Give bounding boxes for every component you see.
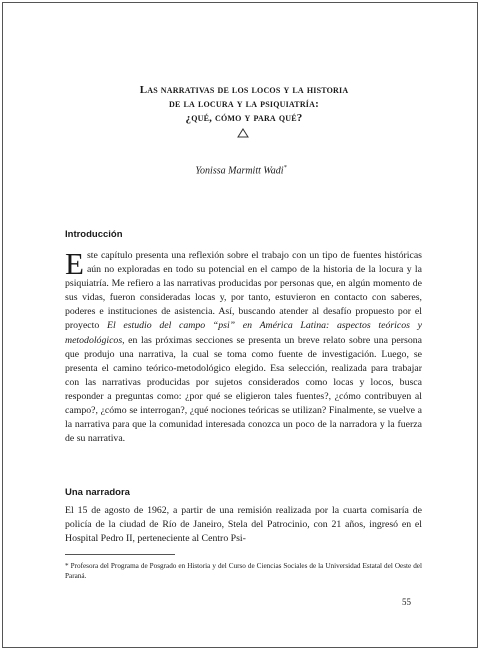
title-line-1: Las narrativas de los locos y la historia <box>139 84 349 96</box>
author-name-text: Yonissa Marmitt Wadi <box>195 165 284 177</box>
title-line-2: de la locura y la psiquiatría: <box>169 98 319 110</box>
title-line-3: ¿qué, cómo y para qué? <box>185 112 303 124</box>
narradora-paragraph: El 15 de agosto de 1962, a partir de una remisión realizada por la cuarta comisaría de policía de la ciudad de Río de Janeiro, Stela del Patrocinio, con 21 años, ingresó en el Hospital Pedro II, perteneciente al Centro Psi- <box>65 505 422 545</box>
footnote: * Profesora del Programa de Posgrado en Historia y del Curso de Ciencias Sociales de la Universidad Estatal del Oeste del Paraná. <box>65 562 422 580</box>
intro-paragraph <box>65 246 422 446</box>
section-heading-una-narradora: Una narradora <box>65 487 130 498</box>
footnote-divider <box>65 554 175 555</box>
section-heading-introduccion: Introducción <box>65 229 123 240</box>
intro-text-b: , en las próximas secciones se presenta un breve relato sobre una persona que produjo una narrativa, la cual se toma como fuente de investigación. Luego, se presenta el camino teórico-metodológico elegido. Esa selección, realizada para trabajar con las narrativas producidas por sujetos considerados como locas y locos, busca responder a preguntas como: ¿por qué se eligieron tales fuentes?, ¿cómo contribuyen al campo?, ¿cómo se interrogan?, ¿qué nociones teóricas se utilizan? Finalmente, se vuelve a la narrativa para que la comunidad interesada conozca un poco de la narradora y la fuerza de su narrativa. <box>65 334 422 445</box>
author-footnote-mark: * <box>283 165 287 171</box>
document-page <box>2 2 478 648</box>
intro-text-a: ste capítulo presenta una reflexión sobre el trabajo con un tipo de fuentes históricas aún no exploradas en todo su potencial en el campo de la historia de la locura y la psiquiatría. Me refiero a las narrativas producidas por personas que, en algún momento de sus vidas, fueron consideradas locas y, por tanto, estuvieron en contacto con saberes, poderes e instituciones de asistencia. Así, buscando atender al desafío propuesto por el proyecto <box>65 250 422 332</box>
intro-project-title: El estudio del campo “psi” en América Latina: aspectos teóricos y metodológicos <box>65 320 422 346</box>
page-number: 55 <box>402 597 411 607</box>
drop-cap: E <box>65 246 84 281</box>
triangle-icon <box>237 128 249 138</box>
author-name <box>3 165 479 176</box>
